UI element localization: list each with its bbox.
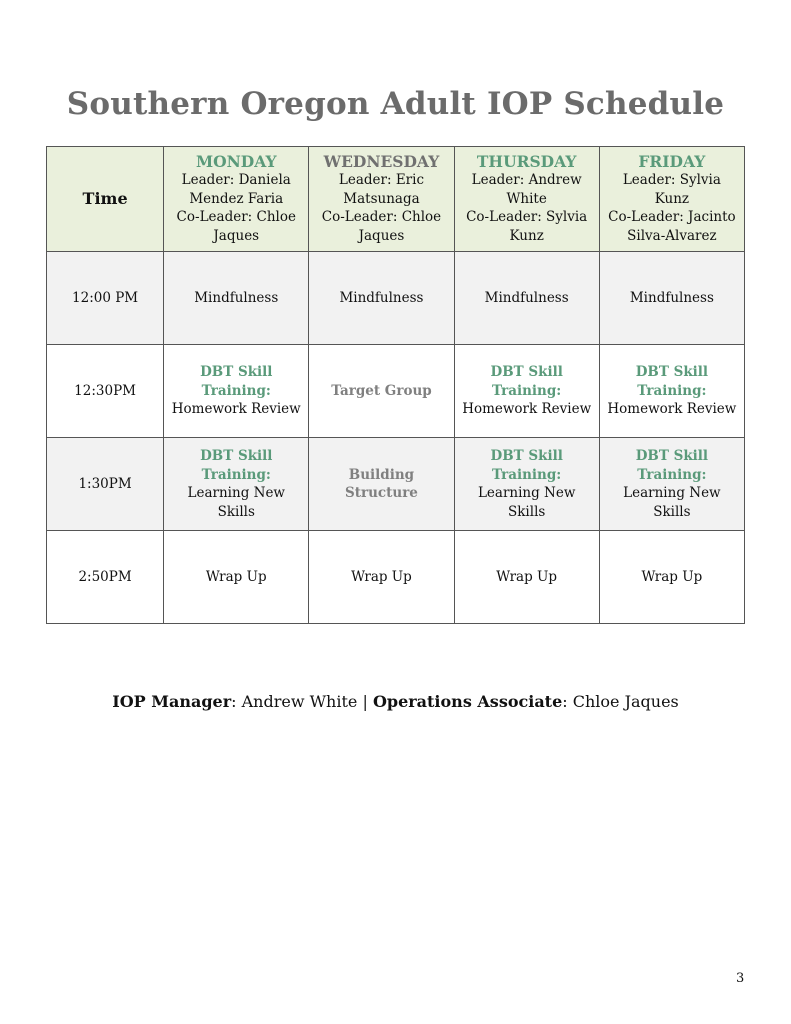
- time-cell: 2:50PM: [47, 531, 164, 624]
- day-name: THURSDAY: [476, 151, 577, 171]
- session-text: Learning New Skills: [187, 485, 285, 520]
- schedule-table: [46, 146, 745, 624]
- table-row: [47, 531, 745, 624]
- staff-footer: [0, 692, 791, 711]
- session-title: DBT Skill Training:: [635, 448, 709, 483]
- leader-text: Leader: Sylvia Kunz: [622, 172, 721, 207]
- day-header-friday: [599, 147, 744, 252]
- page-title: Southern Oregon Adult IOP Schedule: [66, 86, 725, 122]
- session-cell: [309, 438, 454, 531]
- session-cell: [454, 438, 599, 531]
- session-text: Homework Review: [607, 401, 737, 418]
- page-number: 3: [736, 971, 745, 986]
- day-header-monday: [164, 147, 309, 252]
- session-cell: Mindfulness: [164, 252, 309, 345]
- session-cell: Mindfulness: [599, 252, 744, 345]
- manager-name: : Andrew White |: [231, 692, 373, 711]
- session-text: Homework Review: [462, 401, 592, 418]
- session-title: Target Group: [331, 382, 432, 399]
- day-name: FRIDAY: [638, 151, 706, 171]
- session-title: DBT Skill Training:: [200, 364, 273, 399]
- session-title: DBT Skill Training:: [490, 364, 563, 399]
- time-cell: 12:30PM: [47, 345, 164, 438]
- leader-text: Leader: Eric Matsunaga: [338, 172, 425, 207]
- co-leader-text: Co-Leader: Sylvia Kunz: [466, 209, 588, 244]
- day-name: MONDAY: [195, 151, 277, 171]
- time-header: Time: [47, 147, 164, 252]
- time-cell: 1:30PM: [47, 438, 164, 531]
- session-title: DBT Skill Training:: [635, 364, 709, 399]
- session-cell: Mindfulness: [309, 252, 454, 345]
- associate-name: : Chloe Jaques: [562, 692, 679, 711]
- leader-text: Leader: Andrew White: [471, 172, 582, 207]
- associate-label: Operations Associate: [372, 692, 563, 711]
- session-cell: [599, 345, 744, 438]
- table-row: [47, 438, 745, 531]
- session-cell: Wrap Up: [454, 531, 599, 624]
- session-cell: Wrap Up: [309, 531, 454, 624]
- session-text: Homework Review: [171, 401, 301, 418]
- co-leader-text: Co-Leader: Chloe Jaques: [321, 209, 442, 244]
- session-title: DBT Skill Training:: [490, 448, 563, 483]
- day-header-wednesday: [309, 147, 454, 252]
- session-cell: [599, 438, 744, 531]
- session-cell: Wrap Up: [164, 531, 309, 624]
- session-cell: [164, 345, 309, 438]
- header-row: [47, 147, 745, 252]
- session-text: Learning New Skills: [623, 485, 721, 520]
- co-leader-text: Co-Leader: Jacinto Silva-Alvarez: [608, 209, 736, 244]
- day-header-thursday: [454, 147, 599, 252]
- session-title: DBT Skill Training:: [200, 448, 273, 483]
- session-cell: [164, 438, 309, 531]
- day-name: WEDNESDAY: [323, 151, 440, 171]
- manager-label: IOP Manager: [112, 692, 232, 711]
- table-row: [47, 345, 745, 438]
- table-row: [47, 252, 745, 345]
- session-title: Building Structure: [345, 466, 418, 501]
- time-cell: 12:00 PM: [47, 252, 164, 345]
- session-cell: [454, 345, 599, 438]
- session-cell: Mindfulness: [454, 252, 599, 345]
- co-leader-text: Co-Leader: Chloe Jaques: [176, 209, 296, 244]
- leader-text: Leader: Daniela Mendez Faria: [181, 172, 291, 207]
- session-cell: Wrap Up: [599, 531, 744, 624]
- session-text: Learning New Skills: [477, 485, 576, 520]
- session-cell: [309, 345, 454, 438]
